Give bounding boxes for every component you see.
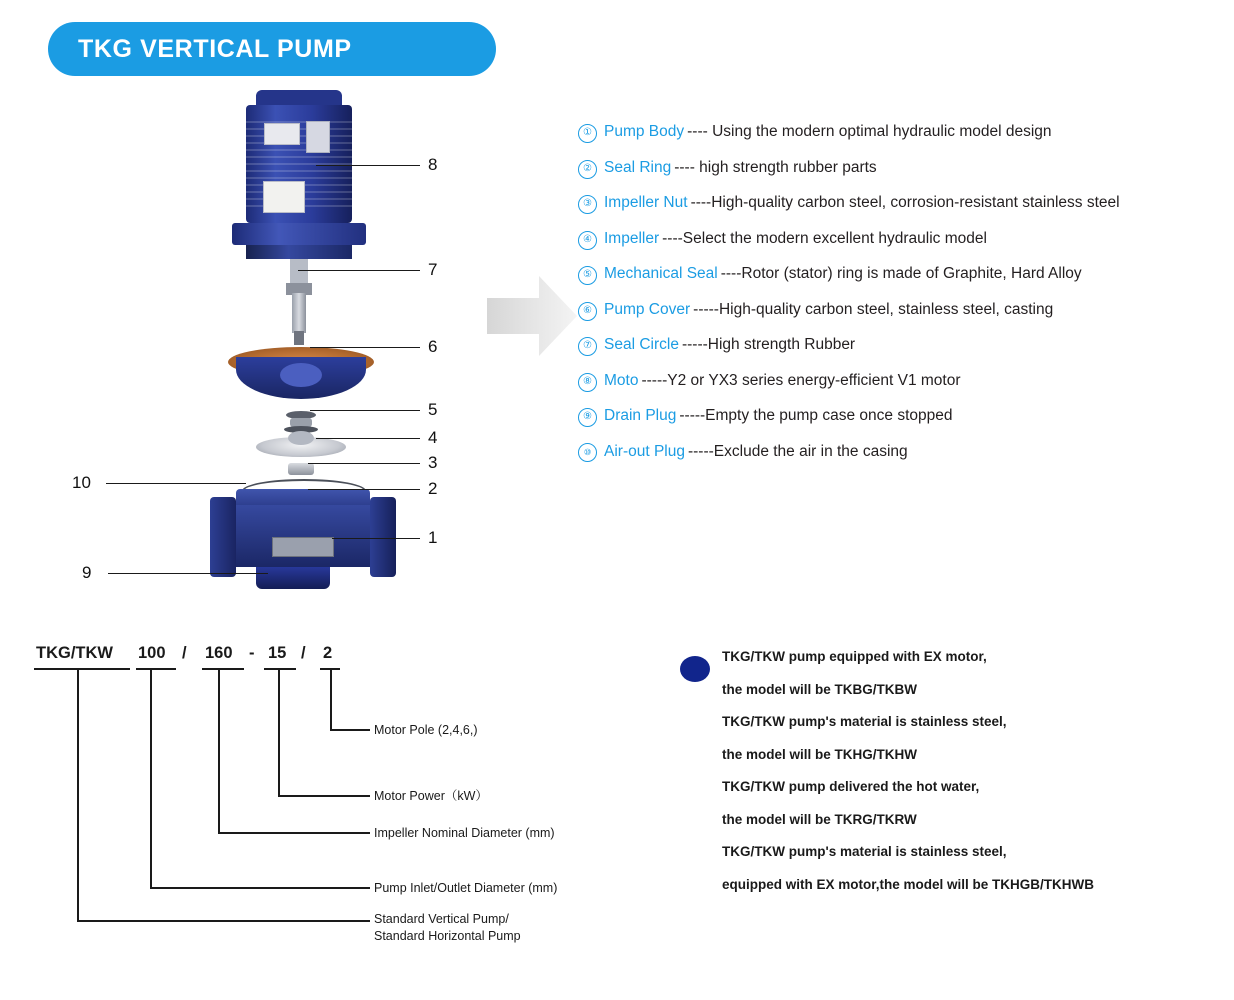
model-token-slash1: / (182, 644, 187, 662)
model-label-impeller: Impeller Nominal Diameter (mm) (374, 826, 555, 840)
callout-number-4: 4 (428, 428, 438, 447)
model-connector-power (278, 795, 370, 797)
motor-base-flange (232, 223, 366, 245)
pump-outlet-flange (370, 497, 396, 577)
feature-name: Air-out Plug (604, 442, 685, 460)
circled-number-icon: ② (578, 160, 597, 179)
model-token-power: 15 (268, 644, 287, 662)
callout-number-5: 5 (428, 400, 438, 419)
model-connector-inlet (150, 887, 370, 889)
feature-name: Pump Body (604, 123, 685, 140)
feature-item-7 (578, 335, 1218, 357)
feature-name: Drain Plug (604, 407, 677, 424)
model-connector-impeller (218, 832, 370, 834)
feature-description: ----Rotor (stator) ring is made of Graphite, Hard Alloy (720, 265, 1082, 282)
feature-item-10 (578, 442, 1218, 463)
leader-line-1 (332, 538, 420, 539)
feature-description: ---- high strength rubber parts (674, 158, 877, 176)
leader-line-5 (310, 410, 420, 411)
pump-inlet-flange (210, 497, 236, 577)
circled-number-icon: ⑨ (578, 408, 597, 427)
page-title: TKG VERTICAL PUMP (78, 35, 352, 63)
feature-description: -----Exclude the air in the casing (687, 442, 908, 460)
model-underline-impeller (202, 668, 244, 670)
model-underline-power (264, 668, 296, 670)
exploded-pump-diagram (60, 85, 540, 605)
note-line-5: TKG/TKW pump delivered the hot water, (722, 779, 980, 794)
leader-line-9 (108, 573, 268, 574)
model-label-series-line2: Standard Horizontal Pump (374, 929, 521, 943)
feature-description: ---- Using the modern optimal hydraulic model design (687, 123, 1052, 140)
circled-number-icon: ⑥ (578, 302, 597, 321)
leader-line-3 (308, 463, 420, 464)
page-title-banner (48, 22, 496, 76)
note-line-2: the model will be TKBG/TKBW (722, 681, 917, 697)
leader-line-4 (316, 438, 420, 439)
right-arrow-icon (487, 272, 577, 360)
model-connector-series (77, 920, 370, 922)
feature-name: Mechanical Seal (604, 265, 718, 282)
feature-name: Pump Cover (604, 300, 691, 318)
feature-item-3 (578, 193, 1218, 215)
feature-item-2 (578, 158, 1218, 180)
model-dropline-pole (330, 668, 332, 730)
model-dropline-series (77, 668, 79, 921)
feature-description: ----Select the modern excellent hydraulic model (662, 229, 987, 247)
callout-number-3: 3 (428, 453, 438, 472)
model-connector-pole (330, 729, 370, 731)
callout-number-2: 2 (428, 479, 438, 498)
note-line-8: equipped with EX motor,the model will be TKHGB/TKHWB (722, 876, 1095, 892)
model-label-inlet: Pump Inlet/Outlet Diameter (mm) (374, 881, 558, 895)
feature-name: Moto (604, 371, 639, 389)
feature-description: -----High-quality carbon steel, stainless steel, casting (693, 300, 1054, 318)
callout-number-10: 10 (72, 473, 91, 492)
feature-item-4 (578, 229, 1218, 251)
feature-description: -----High strength Rubber (681, 336, 856, 353)
model-dropline-power (278, 668, 280, 796)
feature-description: ----High-quality carbon steel, corrosion-resistant stainless steel (690, 194, 1120, 211)
model-token-dash: - (249, 644, 255, 662)
pump-body-nameplate (272, 537, 334, 557)
model-label-pole: Motor Pole (2,4,6,) (374, 723, 478, 737)
motor-base-lower (246, 245, 352, 259)
feature-item-5 (578, 264, 1218, 286)
circled-number-icon: ③ (578, 195, 597, 214)
feature-item-6 (578, 300, 1218, 322)
leader-line-6 (310, 347, 420, 348)
feature-name: Impeller Nut (604, 194, 688, 211)
model-label-power: Motor Power（kW） (374, 789, 488, 803)
circled-number-icon: ④ (578, 231, 597, 250)
model-label-series-line1: Standard Vertical Pump/ (374, 912, 509, 926)
impeller-hub (288, 431, 314, 445)
feature-item-8 (578, 371, 1218, 393)
circled-number-icon: ⑦ (578, 337, 597, 356)
shaft-tip (294, 331, 304, 345)
callout-number-7: 7 (428, 260, 438, 279)
feature-name: Seal Circle (604, 336, 679, 353)
model-token-pole: 2 (323, 644, 333, 662)
model-dropline-impeller (218, 668, 220, 833)
leader-line-7 (298, 270, 420, 271)
callout-number-9: 9 (82, 563, 92, 582)
circled-number-icon: ⑩ (578, 443, 597, 462)
circled-number-icon: ⑧ (578, 373, 597, 392)
model-code-breakdown (30, 630, 630, 960)
model-underline-inlet (136, 668, 176, 670)
motor-nameplate-small (264, 123, 300, 145)
pump-cover-hub (280, 363, 322, 387)
drain-plug-foot (256, 567, 330, 589)
feature-list (578, 122, 1218, 476)
note-line-4: the model will be TKHG/TKHW (722, 746, 917, 762)
motor-terminal-box (306, 121, 330, 153)
note-line-1: TKG/TKW pump equipped with EX motor, (722, 649, 987, 664)
note-line-3: TKG/TKW pump's material is stainless steel, (722, 714, 1007, 729)
bullet-dot-icon (680, 656, 710, 682)
feature-name: Seal Ring (604, 158, 672, 176)
feature-name: Impeller (604, 229, 660, 247)
model-underline-series (34, 668, 130, 670)
pump-body (210, 505, 396, 567)
motor-nameplate (263, 181, 305, 213)
model-token-inlet: 100 (138, 644, 166, 662)
circled-number-icon: ⑤ (578, 266, 597, 285)
callout-number-6: 6 (428, 337, 438, 356)
feature-item-9 (578, 406, 1218, 428)
leader-line-8 (316, 165, 420, 166)
model-variant-notes (680, 650, 1210, 910)
model-token-impeller: 160 (205, 644, 233, 662)
note-line-6: the model will be TKRG/TKRW (722, 811, 917, 827)
leader-line-10 (106, 483, 246, 484)
model-dropline-inlet (150, 668, 152, 888)
model-token-series: TKG/TKW (36, 644, 113, 662)
note-line-7: TKG/TKW pump's material is stainless steel, (722, 844, 1007, 859)
shaft-lower (292, 293, 306, 333)
feature-description: -----Y2 or YX3 series energy-efficient V1 motor (641, 371, 961, 389)
callout-number-1: 1 (428, 528, 438, 547)
feature-description: -----Empty the pump case once stopped (679, 407, 953, 424)
feature-item-1 (578, 122, 1218, 144)
leader-line-2 (308, 489, 420, 490)
callout-number-8: 8 (428, 155, 438, 174)
circled-number-icon: ① (578, 124, 597, 143)
impeller-nut (288, 463, 314, 475)
model-token-slash2: / (301, 644, 306, 662)
